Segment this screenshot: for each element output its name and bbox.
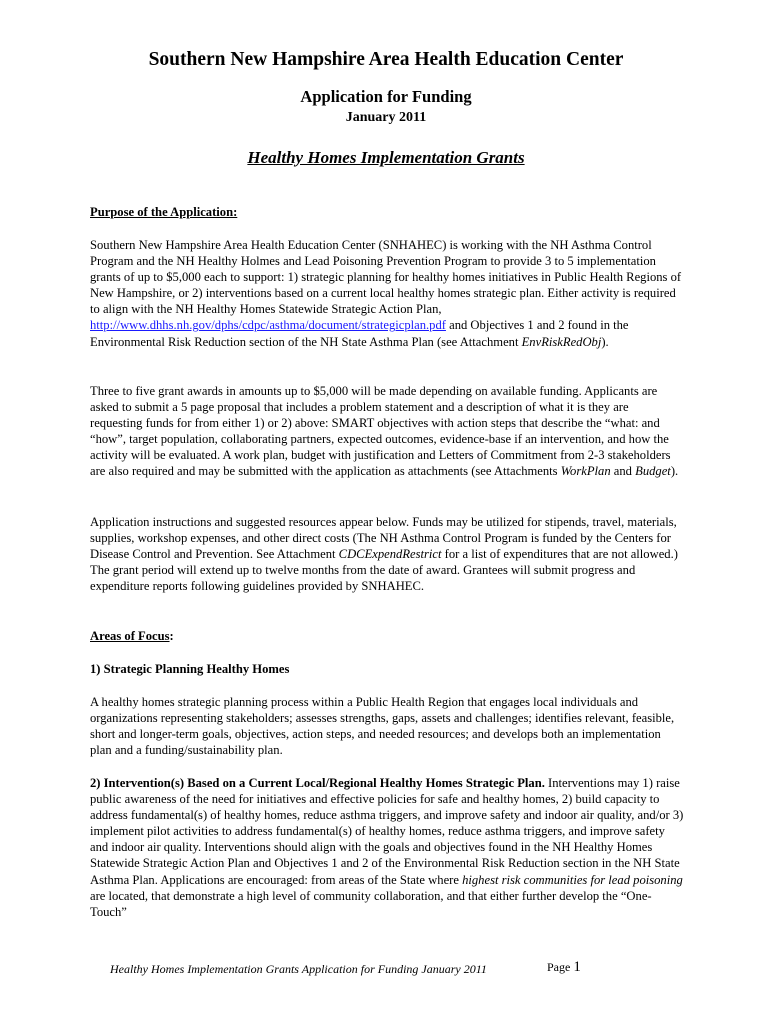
attachment-cdcexpendrestrict: CDCExpendRestrict <box>338 547 442 562</box>
purpose-p1-text-b: and Objectives 1 and 2 found in the Environmental Risk Reduction section of the NH State Asthma Plan (see Attachment <box>90 318 629 349</box>
page-number-value: 1 <box>573 959 581 975</box>
attachment-workplan: WorkPlan <box>560 464 611 479</box>
attachment-envriskredobj: EnvRiskRedObj <box>521 334 602 349</box>
purpose-p1-text-a: Southern New Hampshire Area Health Education Center (SNHAHEC) is working with the NH Asthma Control Program and the NH Healthy Holmes and Lead Poisoning Prevention Program to provide 3 to 5 implementation grants of up to $5,000 each to support: 1) strategic planning for healthy homes initiatives in Public Health Regions of New Hampshire, or 2) interventions based on a current local healthy homes strategic plan. Either activity is required to align with the NH Healthy Homes Statewide Strategic Action Plan, <box>90 238 682 317</box>
page-label: Page <box>547 960 574 974</box>
purpose-p2-text-a: Three to five grant awards in amounts up to $5,000 will be made depending on available funding. Applicants are asked to submit a 5 page proposal that includes a problem statement and a description of what it is they are requesting funds for from either 1) or 2) above: SMART objectives with action steps that describe the “what: and “how”, target population, collaborating partners, expected outcomes, evidence-base if an intervention, and how the activity will be evaluated. A work plan, budget with justification and Letters of Commitment from 2-3 stakeholders are also required and may be submitted with the application as attachments (see Attachments <box>90 384 671 479</box>
application-title: Application for Funding <box>300 87 472 106</box>
focus-item-2-text-a: Interventions may 1) raise public awareness of the need for initiatives and effective policies for safe and healthy homes, 2) build capacity to address fundamental(s) of healthy homes, reduce asthma triggers, and improve safety and indoor air quality, and/or 3) implement pilot activities to address fundamental(s) of healthy homes, reduce asthma triggers, and improve safety and indoor air quality. Interventions should align with the goals and objectives found in the NH Healthy Homes Statewide Strategic Action Plan and Objectives 1 and 2 of the Environmental Risk Reduction section in the NH State Asthma Plan. Applications are encouraged: from areas of the State where <box>90 776 684 887</box>
application-date: January 2011 <box>345 110 427 125</box>
focus-item-2-paragraph <box>90 775 684 920</box>
strategic-plan-link[interactable]: http://www.dhhs.nh.gov/dphs/cdpc/asthma/document/strategicplan.pdf <box>90 318 446 333</box>
focus-heading-colon: : <box>169 629 174 643</box>
purpose-p3-text-b: for a list of expenditures that are not allowed.) The grant period will extend up to twelve months from the date of award. Grantees will submit progress and expenditure reports following guidelines provided by SNHAHEC. <box>90 547 678 594</box>
page-number <box>547 958 581 976</box>
focus-item-2-heading: 2) Intervention(s) Based on a Current Local/Regional Healthy Homes Strategic Plan. <box>90 776 545 790</box>
document-page <box>90 0 682 1024</box>
focus-heading-text: Areas of Focus <box>90 629 170 643</box>
purpose-paragraph-2 <box>90 383 684 480</box>
focus-item-1-heading: 1) Strategic Planning Healthy Homes <box>90 662 290 676</box>
purpose-p2-and: and <box>610 464 636 479</box>
focus-item-2-text-b: are located, that demonstrate a high level of community collaboration, and that either further develop the “One-Touch” <box>90 888 652 919</box>
purpose-paragraph-3 <box>90 514 684 594</box>
organization-title: Southern New Hampshire Area Health Education Center <box>148 49 624 70</box>
purpose-p1-text-c: ). <box>601 334 609 349</box>
purpose-heading: Purpose of the Application: <box>90 205 238 219</box>
footer-title: Healthy Homes Implementation Grants Application for Funding January 2011 <box>110 962 487 976</box>
attachment-budget: Budget <box>635 464 671 479</box>
purpose-p2-text-b: ). <box>670 464 679 479</box>
focus-heading <box>90 628 174 644</box>
focus-item-1-text: A healthy homes strategic planning process within a Public Health Region that engages local individuals and organizations representing stakeholders; assesses strengths, gaps, assets and challenges; identifies relevant, feasible, short and longer-term goals, objectives, action steps, and needed resources; and develops both an implementation plan and a funding/sustainability plan. <box>90 695 675 758</box>
focus-item-2-emphasis: highest risk communities for lead poisoning <box>462 872 683 887</box>
purpose-paragraph-1 <box>90 237 684 350</box>
grant-title: Healthy Homes Implementation Grants <box>247 148 525 167</box>
purpose-p3-text-a: Application instructions and suggested resources appear below. Funds may be utilized for stipends, travel, materials, supplies, workshop expenses, and other direct costs (The NH Asthma Control Program is funded by the Centers for Disease Control and Prevention. See Attachment <box>90 515 677 562</box>
